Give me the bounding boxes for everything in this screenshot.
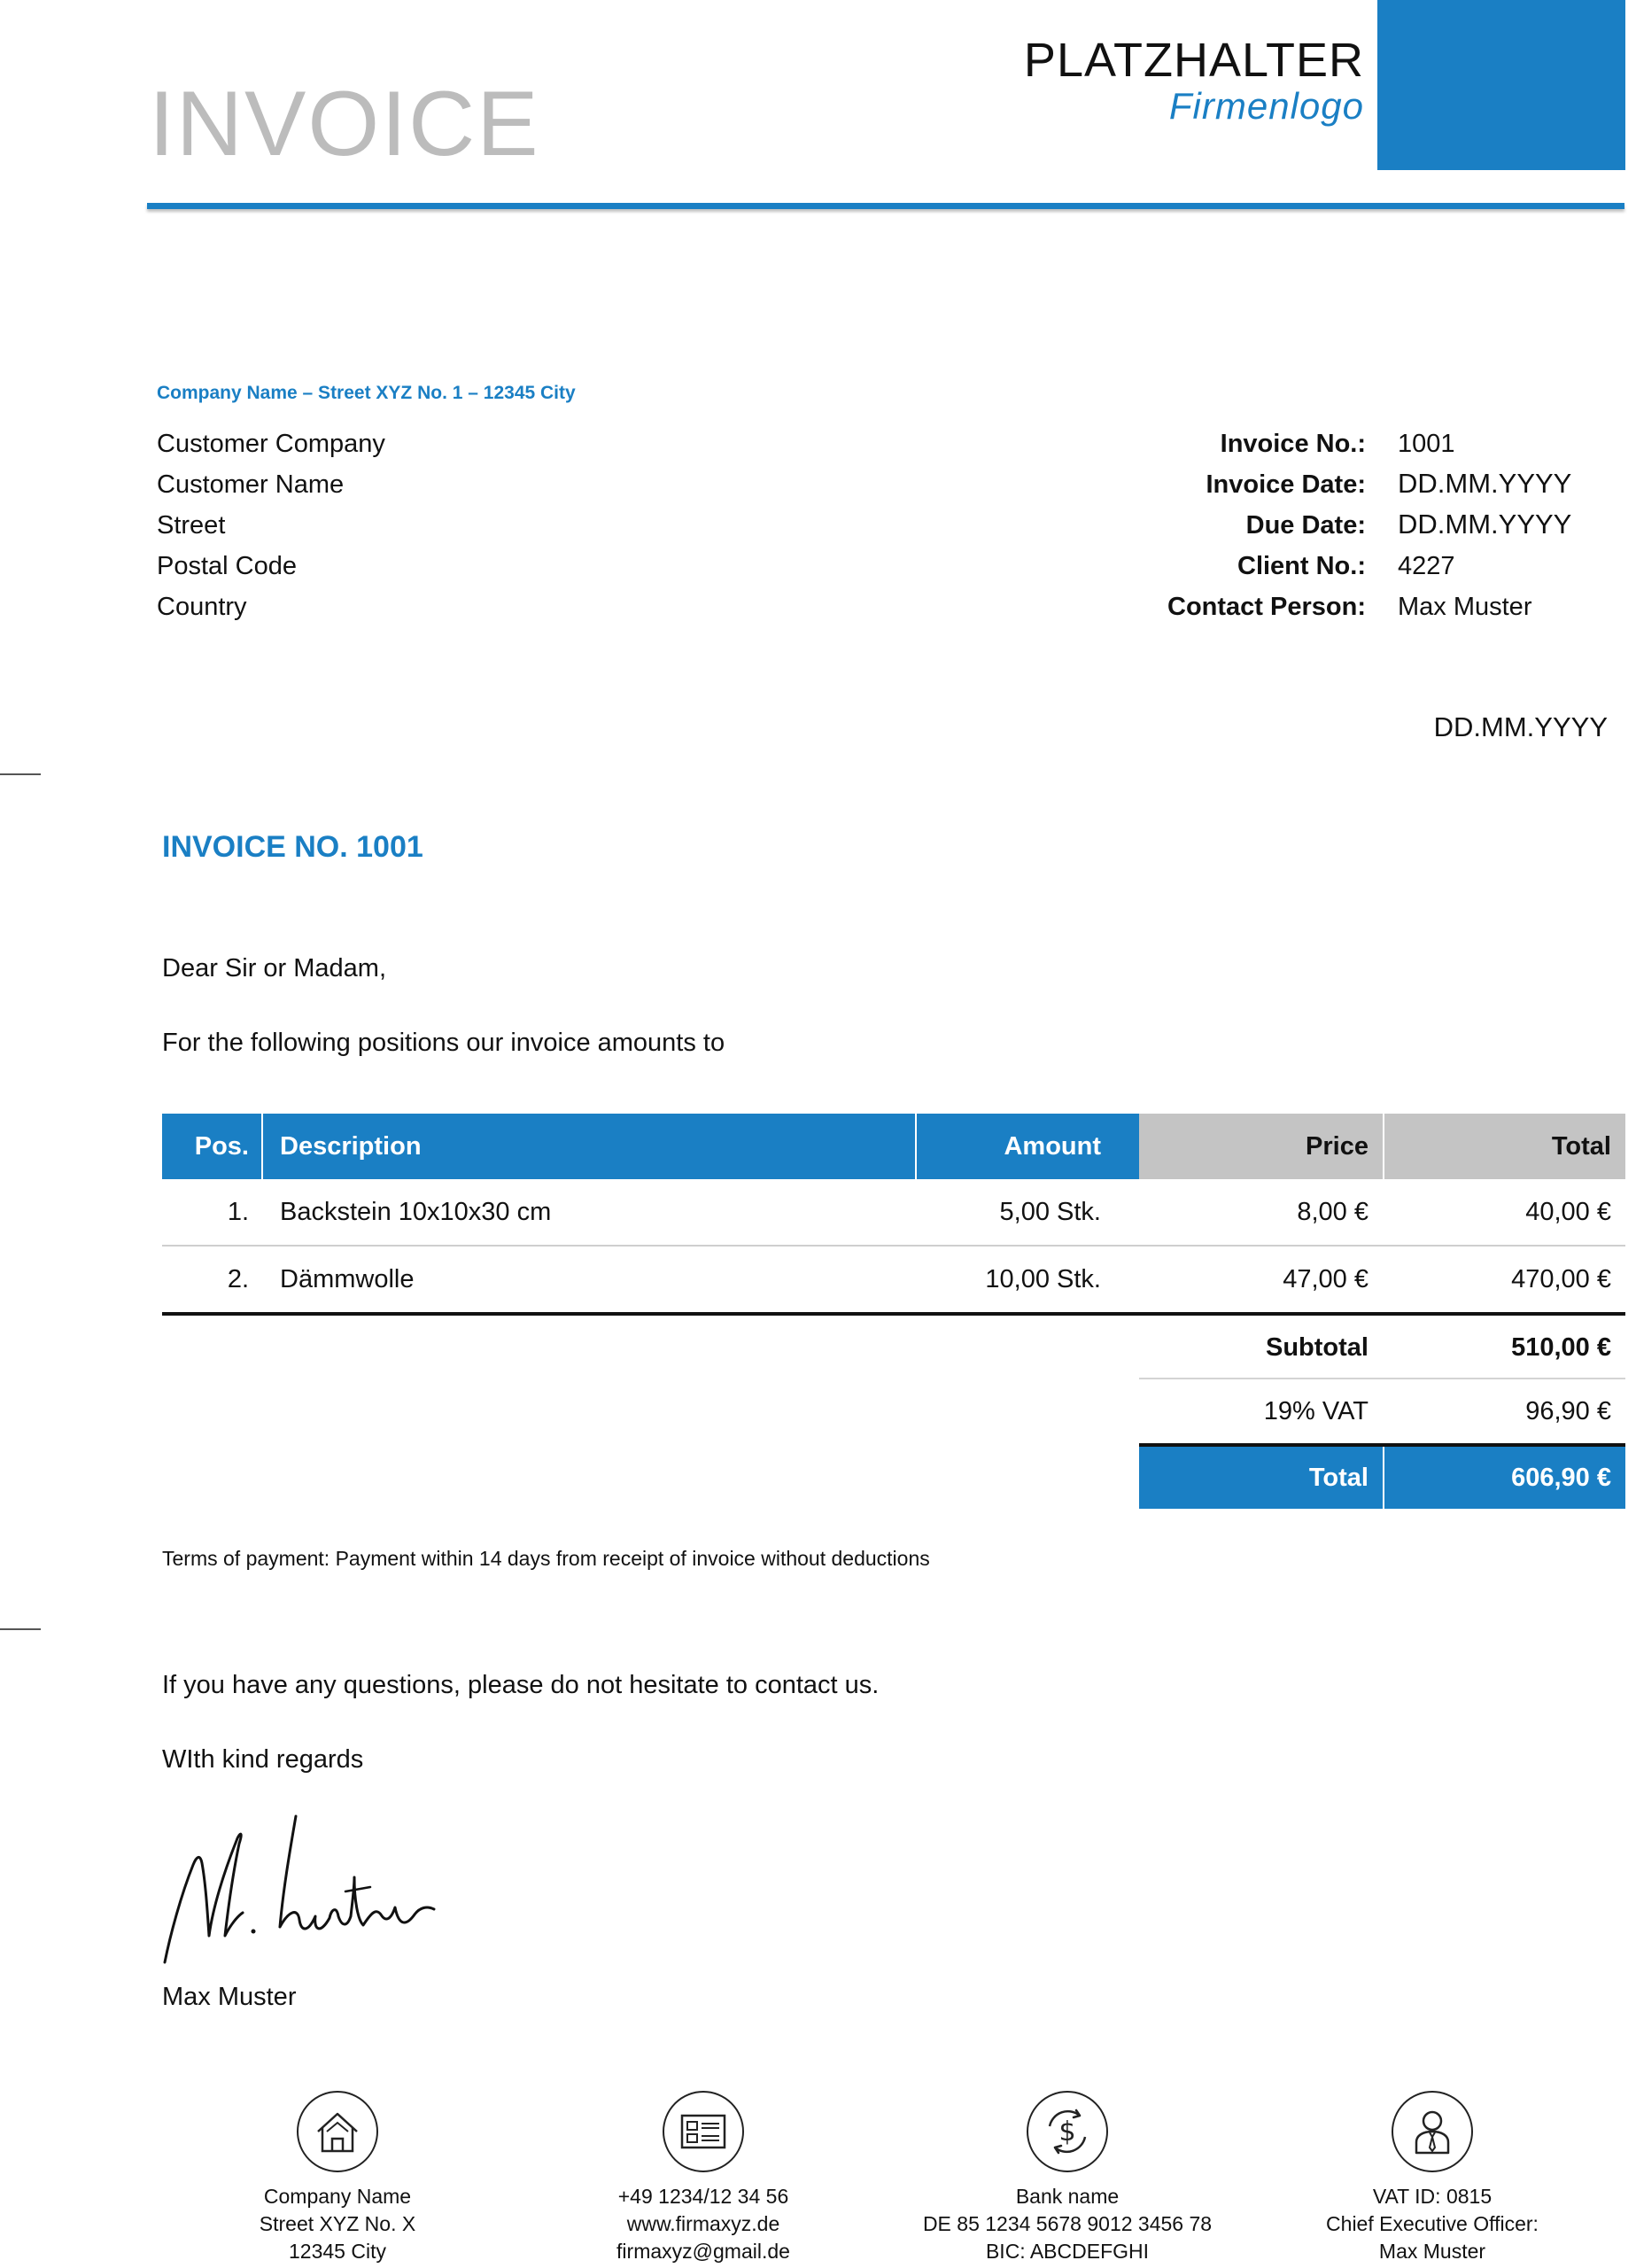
header-description: Description	[263, 1114, 915, 1179]
footer-line: www.firmaxyz.de	[626, 2212, 780, 2235]
footer-company	[160, 2089, 515, 2265]
client-no-value: 4227	[1398, 552, 1455, 580]
invoice-no-label: Invoice No.:	[1220, 430, 1366, 458]
dollar-exchange-icon	[1025, 2089, 1110, 2174]
recipient-name: Customer Name	[157, 470, 345, 499]
row-total: 470,00 €	[1511, 1265, 1611, 1293]
table-header-row	[162, 1114, 1625, 1179]
invoice-date-label: Invoice Date:	[1206, 470, 1366, 499]
salutation: Dear Sir or Madam,	[162, 954, 387, 983]
fold-mark	[0, 773, 41, 775]
footer-line: Company Name	[263, 2185, 412, 2208]
table-row	[162, 1247, 1625, 1316]
footer-line: Max Muster	[1378, 2240, 1486, 2263]
due-date-label: Due Date:	[1245, 511, 1366, 540]
logo-color-block	[1377, 0, 1625, 170]
footer-line: 12345 City	[289, 2240, 386, 2263]
contact-person-value: Max Muster	[1398, 593, 1532, 621]
svg-text:$: $	[1058, 2117, 1076, 2148]
header-price: Price	[1139, 1114, 1383, 1179]
invoice-subject: INVOICE NO. 1001	[162, 830, 423, 864]
recipient-company: Customer Company	[157, 430, 385, 458]
house-icon	[295, 2089, 380, 2174]
company-logo	[1019, 35, 1364, 127]
signer-name: Max Muster	[162, 1983, 297, 2011]
logo-main-text: PLATZHALTER	[1023, 34, 1364, 87]
invoice-no-value: 1001	[1398, 430, 1455, 458]
intro-text: For the following positions our invoice amounts to	[162, 1029, 725, 1057]
invoice-table	[162, 1114, 1625, 1511]
grand-total-label: Total	[1139, 1447, 1383, 1509]
invoice-title: INVOICE	[149, 73, 540, 175]
recipient-postal-code: Postal Code	[157, 552, 297, 580]
grand-total-value: 606,90 €	[1384, 1447, 1625, 1509]
row-price: 47,00 €	[1283, 1265, 1369, 1293]
row-description: Dämmwolle	[280, 1265, 415, 1293]
due-date-value: DD.MM.YYYY	[1398, 509, 1572, 540]
footer-line: +49 1234/12 34 56	[617, 2185, 789, 2208]
invoice-date-value: DD.MM.YYYY	[1398, 468, 1572, 499]
row-pos: 2.	[227, 1265, 249, 1293]
recipient-country: Country	[157, 593, 247, 621]
footer-line: Chief Executive Officer:	[1326, 2212, 1539, 2235]
row-total: 40,00 €	[1525, 1198, 1611, 1226]
row-amount: 10,00 Stk.	[985, 1265, 1101, 1293]
subtotal-row	[162, 1316, 1625, 1379]
row-pos: 1.	[227, 1198, 249, 1226]
grand-total-row	[162, 1447, 1625, 1511]
footer-bank	[890, 2089, 1244, 2265]
table-row	[162, 1179, 1625, 1247]
footer-contact	[526, 2089, 880, 2265]
payment-terms: Terms of payment: Payment within 14 days from receipt of invoice without deductions	[162, 1547, 930, 1570]
document-date: DD.MM.YYYY	[1433, 711, 1608, 742]
logo-sub-text: Firmenlogo	[1168, 84, 1364, 127]
subtotal-value: 510,00 €	[1511, 1333, 1611, 1362]
row-description: Backstein 10x10x30 cm	[280, 1198, 552, 1226]
vat-label: 19% VAT	[1263, 1397, 1369, 1425]
contact-person-label: Contact Person:	[1167, 593, 1366, 621]
footer-line: Bank name	[1015, 2185, 1120, 2208]
sender-address-line: Company Name – Street XYZ No. 1 – 12345 City	[157, 383, 576, 403]
fold-mark	[0, 1628, 41, 1630]
footer-line: DE 85 1234 5678 9012 3456 78	[922, 2212, 1213, 2235]
vat-value: 96,90 €	[1525, 1397, 1611, 1425]
header-total: Total	[1384, 1114, 1625, 1179]
recipient-street: Street	[157, 511, 226, 540]
handwritten-signature	[158, 1803, 450, 1976]
client-no-label: Client No.:	[1237, 552, 1366, 580]
header-pos: Pos.	[162, 1114, 261, 1179]
footer-line: firmaxyz@gmail.de	[616, 2240, 790, 2263]
closing-question: If you have any questions, please do not hesitate to contact us.	[162, 1671, 880, 1699]
footer-line: VAT ID: 0815	[1372, 2185, 1493, 2208]
closing-regards: WIth kind regards	[162, 1745, 364, 1774]
vat-row	[162, 1379, 1625, 1443]
footer-line: BIC: ABCDEFGHI	[985, 2240, 1150, 2263]
header-amount: Amount	[917, 1114, 1141, 1179]
footer-line: Street XYZ No. X	[259, 2212, 416, 2235]
header-divider	[147, 203, 1624, 209]
contact-card-icon	[661, 2089, 746, 2174]
row-price: 8,00 €	[1297, 1198, 1369, 1226]
row-amount: 5,00 Stk.	[999, 1198, 1101, 1226]
person-tie-icon	[1390, 2089, 1475, 2174]
subtotal-label: Subtotal	[1266, 1333, 1369, 1362]
footer-vat	[1255, 2089, 1609, 2265]
